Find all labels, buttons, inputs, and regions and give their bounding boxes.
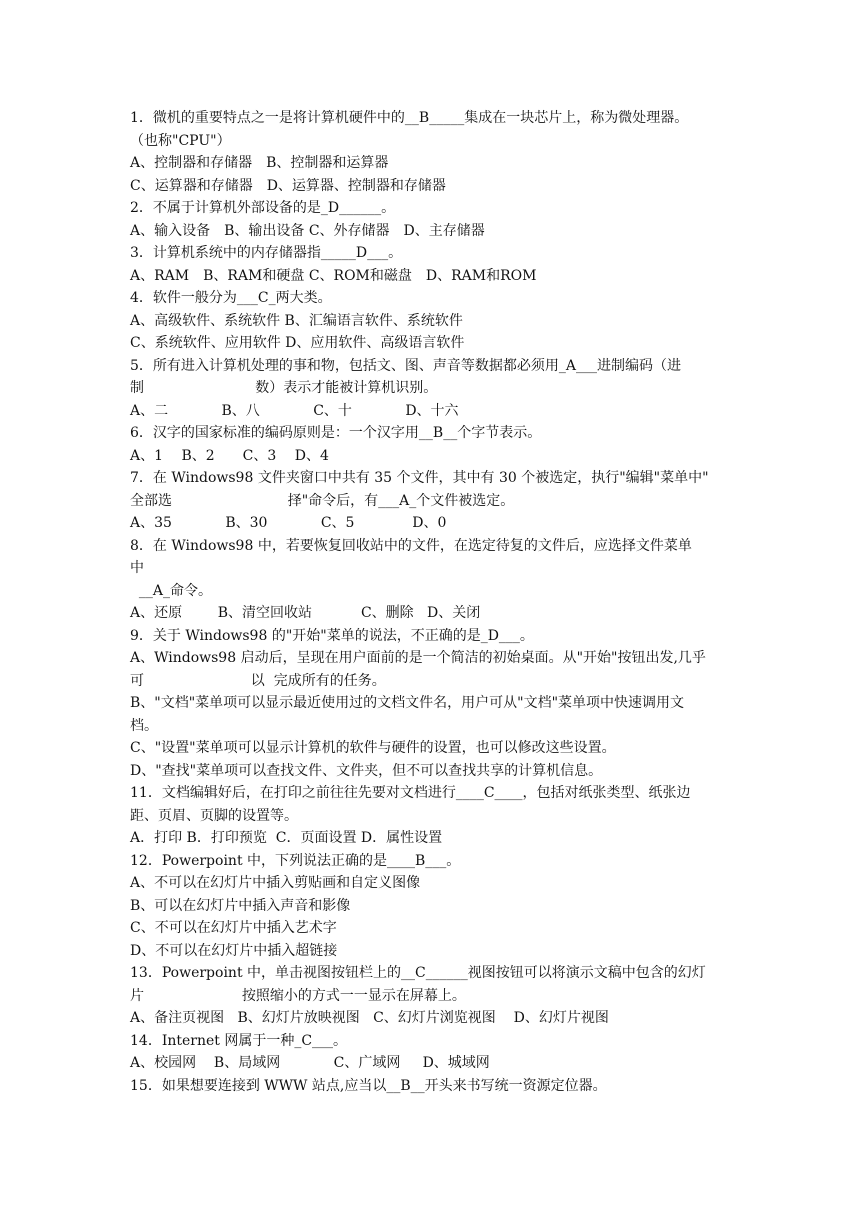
text-line: C、运算器和存储器 D、运算器、控制器和存储器 (130, 177, 446, 194)
text-line: 6．汉字的国家标准的编码原则是：一个汉字用__B__个字节表示。 (130, 425, 542, 441)
text-line: A、不可以在幻灯片中插入剪贴画和自定义图像 (130, 875, 421, 891)
text-line: A、1 B、2 C、3 D、4 (130, 447, 329, 464)
text-line: A、控制器和存储器 B、控制器和运算器 (130, 155, 389, 171)
text-line: 4．软件一般分为___C_两大类。 (130, 290, 332, 306)
text-line: A、校园网 B、局域网 C、广域网 D、城域网 (130, 1055, 490, 1071)
text-line: A、35 B、30 C、5 D、0 (130, 515, 447, 531)
text-line: 1．微机的重要特点之一是将计算机硬件中的__B_____集成在一块芯片上，称为微处理器。 (130, 110, 689, 126)
text-line: 可 以 完成所有的任务。 (130, 672, 386, 689)
text-line: 12．Powerpoint 中，下列说法正确的是____B___。 (130, 852, 461, 869)
text-line: 9．关于 Windows98 的"开始"菜单的说法，不正确的是_D___。 (130, 627, 534, 644)
text-line: A、还原 B、清空回收站 C、删除 D、关闭 (130, 605, 481, 621)
text-line: C、不可以在幻灯片中插入艺术字 (130, 920, 337, 936)
text-line: 13．Powerpoint 中，单击视图按钮栏上的__C______视图按钮可以将演示文稿中包含的幻灯 (130, 965, 706, 981)
text-line: 制 数）表示才能被计算机识别。 (130, 380, 438, 396)
text-line: A、高级软件、系统软件 B、汇编语言软件、系统软件 (130, 312, 463, 329)
text-line: 7．在 Windows98 文件夹窗口中共有 35 个文件，其中有 30 个被选定，执行"编辑"菜单中" (130, 470, 709, 486)
text-line: A．打印 B．打印预览 C．页面设置 D．属性设置 (130, 830, 443, 846)
text-line: 3．计算机系统中的内存储器指_____D___。 (130, 245, 403, 261)
text-line: （也称"CPU"） (130, 132, 231, 149)
text-line: A、Windows98 启动后，呈现在用户面前的是一个简洁的初始桌面。从"开始"按钮出发,几乎 (130, 650, 706, 666)
text-line: 2．不属于计算机外部设备的是_D______。 (130, 200, 396, 216)
text-line: B、可以在幻灯片中插入声音和影像 (130, 897, 351, 914)
text-line: D、不可以在幻灯片中插入超链接 (130, 942, 338, 959)
text-line: C、"设置"菜单项可以显示计算机的软件与硬件的设置，也可以修改这些设置。 (130, 740, 616, 756)
text-line: 档。 (130, 717, 158, 734)
text-line: 8．在 Windows98 中，若要恢复回收站中的文件，在选定待复的文件后，应选择文件菜单 (130, 537, 692, 554)
text-line: A、RAM B、RAM和硬盘 C、ROM和磁盘 D、RAM和ROM (130, 267, 537, 284)
text-line: 5．所有进入计算机处理的事和物，包括文、图、声音等数据都必须用_A___进制编码（进 (130, 357, 682, 374)
text-line: 片 按照缩小的方式一一显示在屏幕上。 (130, 987, 466, 1004)
text-line: 中 (130, 560, 144, 576)
text-line: B、"文档"菜单项可以显示最近使用过的文档文件名，用户可从"文档"菜单项中快速调用文 (130, 695, 685, 711)
text-line: 全部选 择"命令后，有___A_个文件被选定。 (130, 492, 515, 509)
text-line: A、备注页视图 B、幻灯片放映视图 C、幻灯片浏览视图 D、幻灯片视图 (130, 1010, 609, 1026)
text-line: A、输入设备 B、输出设备 C、外存储器 D、主存储器 (130, 222, 485, 239)
text-line: 距、页眉、页脚的设置等。 (130, 807, 298, 824)
text-line: A、二 B、八 C、十 D、十六 (130, 402, 459, 419)
text-line: D、"查找"菜单项可以查找文件、文件夹，但不可以查找共享的计算机信息。 (130, 762, 603, 779)
text-line: 15．如果想要连接到 WWW 站点,应当以__B__开头来书写统一资源定位器。 (130, 1077, 607, 1094)
text-line: __A_命令。 (130, 582, 213, 599)
question-text-block (130, 107, 730, 1097)
text-line: C、系统软件、应用软件 D、应用软件、高级语言软件 (130, 335, 465, 351)
text-line: 11．文档编辑好后，在打印之前往往先要对文档进行____C____，包括对纸张类型、纸张边 (130, 785, 691, 801)
text-line: 14．Internet 网属于一种_C___。 (130, 1032, 348, 1049)
